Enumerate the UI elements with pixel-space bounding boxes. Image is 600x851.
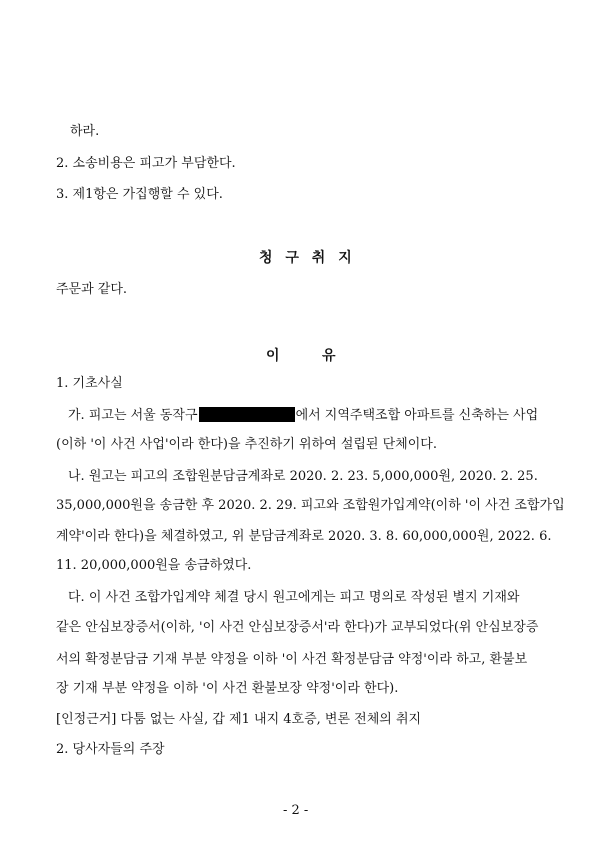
order-line-3: 3. 제1항은 가집행할 수 있다. bbox=[56, 187, 223, 202]
section-2-title: 2. 당사자들의 주장 bbox=[56, 742, 165, 757]
paragraph-ga-line-1 bbox=[68, 407, 538, 424]
evidence-line: [인정근거] 다툼 없는 사실, 갑 제1 내지 4호증, 변론 전체의 취지 bbox=[56, 712, 422, 727]
section-1-title: 1. 기초사실 bbox=[56, 376, 123, 391]
paragraph-na-line-4: 11. 20,000,000원을 송금하였다. bbox=[56, 558, 252, 573]
reasons-heading-left: 이 bbox=[266, 348, 284, 364]
paragraph-ga-line-2: (이하 '이 사건 사업'이라 한다)을 추진하기 위하여 설립된 단체이다. bbox=[56, 437, 437, 452]
paragraph-da-line-3: 서의 확정분담금 기재 부분 약정을 이하 '이 사건 확정분담금 약정'이라 하고, 환불보 bbox=[56, 652, 528, 667]
reasons-heading-right: 유 bbox=[322, 348, 340, 364]
page-number: - 2 - bbox=[283, 803, 309, 818]
paragraph-ga-line-1-before: 가. 피고는 서울 동작구 bbox=[68, 408, 198, 423]
paragraph-da-line-2: 같은 안심보장증서(이하, '이 사건 안심보장증서'라 한다)가 교부되었다(위 안심보장증 bbox=[56, 620, 539, 635]
paragraph-da-line-1: 다. 이 사건 조합가입계약 체결 당시 원고에게는 피고 명의로 작성된 별지 기재와 bbox=[68, 590, 520, 605]
claim-body: 주문과 같다. bbox=[56, 282, 128, 297]
paragraph-na-line-3: 계약'이라 한다)을 체결하였고, 위 분담금계좌로 2020. 3. 8. 60,000,000원, 2022. 6. bbox=[56, 529, 552, 544]
redaction-box bbox=[199, 407, 295, 422]
paragraph-na-line-2: 35,000,000원을 송금한 후 2020. 2. 29. 피고와 조합원가입계약(이하 '이 사건 조합가입 bbox=[56, 498, 565, 513]
paragraph-ga-line-1-after: 에서 지역주택조합 아파트를 신축하는 사업 bbox=[295, 408, 539, 423]
claim-heading: 청 구 취 지 bbox=[259, 250, 356, 266]
order-line-2: 2. 소송비용은 피고가 부담한다. bbox=[56, 156, 236, 171]
paragraph-da-line-4: 장 기재 부분 약정을 이하 '이 사건 환불보장 약정'이라 한다). bbox=[56, 681, 399, 696]
order-line-1: 하라. bbox=[70, 124, 100, 139]
paragraph-na-line-1: 나. 원고는 피고의 조합원분담금계좌로 2020. 2. 23. 5,000,000원, 2020. 2. 25. bbox=[68, 469, 538, 484]
